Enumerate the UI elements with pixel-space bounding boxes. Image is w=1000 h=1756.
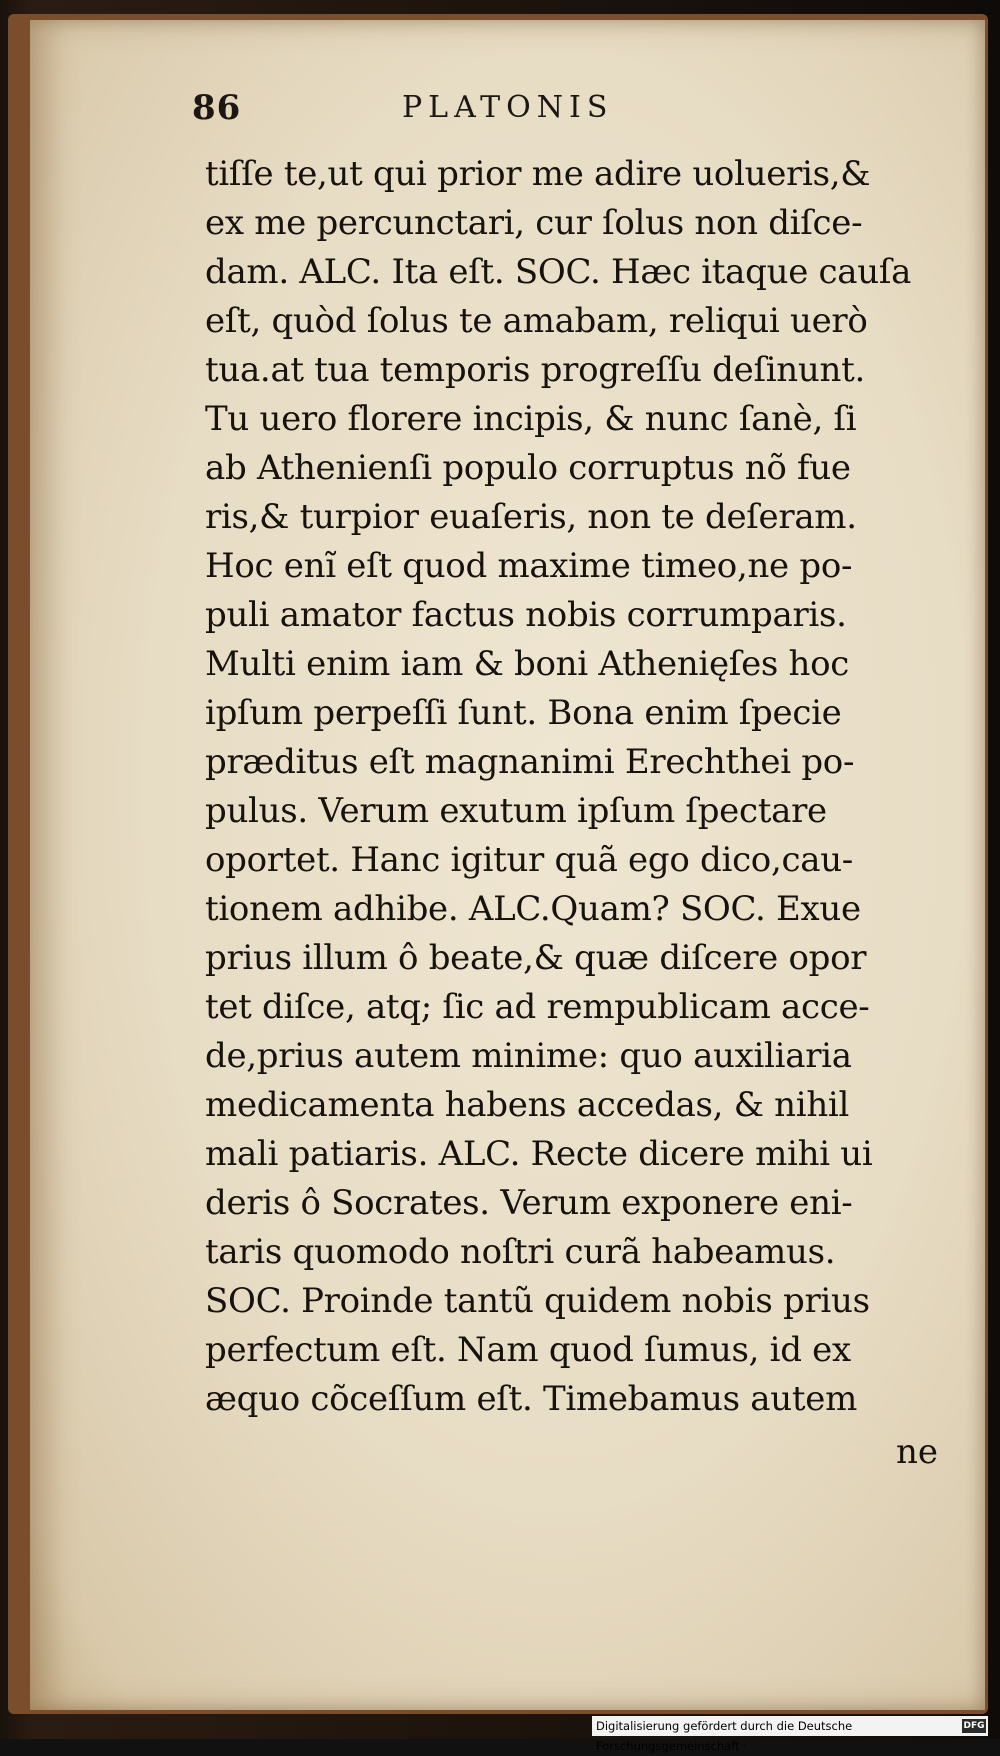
text-line: æquo cõceſſum eſt. Timebamus autem [205, 1379, 858, 1419]
text-line: deris ô Socrates. Verum exponere eni- [205, 1183, 853, 1223]
page-header [192, 88, 922, 132]
text-line: medicamenta habens accedas, & nihil [205, 1085, 850, 1125]
text-line: prius illum ô beate,& quæ diſcere opor [205, 938, 867, 978]
text-line: mali patiaris. ALC. Recte dicere mihi ui [205, 1134, 873, 1174]
text-line: tiſſe te,ut qui prior me adire uolueris,& [205, 154, 871, 194]
footer-credit: Digitalisierung gefördert durch die Deutsche Forschungsgemeinschaft · [596, 1719, 853, 1753]
text-line: perfectum eſt. Nam quod ſumus, id ex [205, 1330, 851, 1370]
text-line: ris,& turpior euaſeris, non te deſeram. [205, 497, 857, 537]
text-line: Multi enim iam & boni Athenięſes hoc [205, 644, 850, 684]
text-line: ipſum perpeſſi ſunt. Bona enim ſpecie [205, 693, 842, 733]
text-line: ab Athenienſi populo corruptus nõ fue [205, 448, 851, 488]
text-line: tua.at tua temporis progreſſu deſinunt. [205, 350, 865, 390]
text-block [205, 150, 945, 1424]
text-line: pulus. Verum exutum ipſum ſpectare [205, 791, 827, 831]
dfg-logo: DFG [963, 1721, 985, 1731]
text-line: ex me percunctari, cur ſolus non diſce- [205, 203, 863, 243]
digitization-footer [592, 1716, 988, 1753]
text-line: Tu uero florere incipis, & nunc ſanè, ſi [205, 399, 857, 439]
text-line: puli amator factus nobis corrumparis. [205, 595, 847, 635]
text-line: dam. ALC. Ita eſt. SOC. Hæc itaque cauſa [205, 252, 912, 292]
catchword: ne [896, 1432, 939, 1472]
text-line: præditus eſt magnanimi Erechthei po- [205, 742, 855, 782]
text-line: tionem adhibe. ALC.Quam? SOC. Exue [205, 889, 861, 929]
text-line: Hoc enĩ eſt quod maxime timeo,ne po- [205, 546, 853, 586]
text-line: de,prius autem minime: quo auxiliaria [205, 1036, 852, 1076]
text-line: eſt, quòd ſolus te amabam, reliqui uerò [205, 301, 868, 341]
text-line: taris quomodo noſtri curã habeamus. [205, 1232, 836, 1272]
running-head: PLATONIS [402, 90, 614, 125]
text-line: tet diſce, atq; ſic ad rempublicam acce- [205, 987, 870, 1027]
text-line: SOC. Proinde tantũ quidem nobis prius [205, 1281, 870, 1321]
text-line: oportet. Hanc igitur quã ego dico,cau- [205, 840, 853, 880]
page-number: 86 [192, 88, 242, 128]
